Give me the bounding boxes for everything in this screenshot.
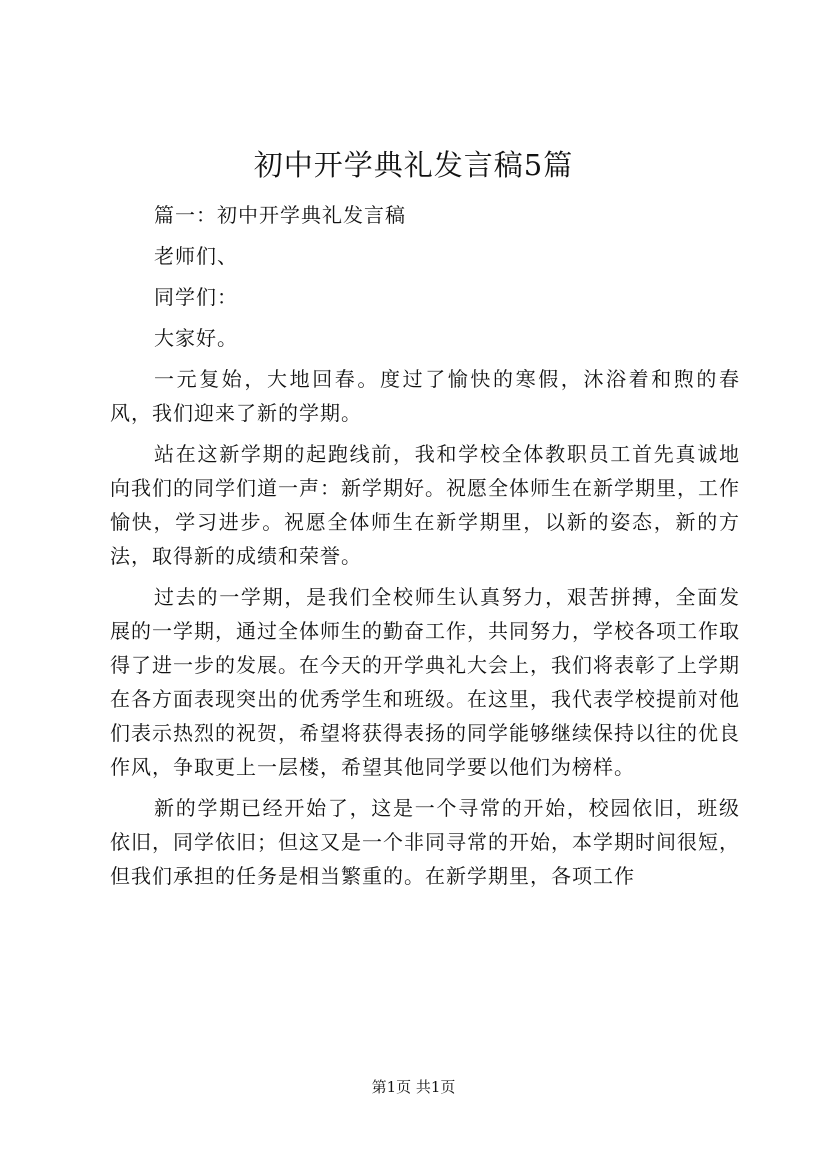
- page-number-footer: 第1页 共1页: [371, 1078, 456, 1096]
- section-heading: 篇一：初中开学典礼发言稿: [154, 203, 406, 227]
- paragraph: 一元复始，大地回春。度过了愉快的寒假，沐浴着和煦的春风，我们迎来了新的学期。: [110, 367, 740, 425]
- paragraph: 过去的一学期，是我们全校师生认真努力，艰苦拼搏，全面发展的一学期，通过全体师生的勤奋工作，共同努力，学校各项工作取得了进一步的发展。在今天的开学典礼大会上，我们将表彰了上学期在各方面表现突出的优秀学生和班级。在这里，我代表学校提前对他们表示热烈的祝贺，希望将获得表扬的同学能够继续保持以往的优良作风，争取更上一层楼，希望其他同学要以他们为榜样。: [110, 585, 740, 779]
- paragraph-greeting: 大家好。: [154, 326, 238, 350]
- paragraph: 新的学期已经开始了，这是一个寻常的开始，校园依旧，班级依旧，同学依旧；但这又是一个非同寻常的开始，本学期时间很短，但我们承担的任务是相当繁重的。在新学期里，各项工作: [110, 796, 740, 888]
- paragraph-salutation-students: 同学们：: [154, 285, 238, 309]
- document-body: [110, 198, 740, 900]
- paragraph: 站在这新学期的起跑线前，我和学校全体教职员工首先真诚地向我们的同学们道一声：新学期好。祝愿全体师生在新学期里，工作愉快，学习进步。祝愿全体师生在新学期里，以新的姿态，新的方法，取得新的成绩和荣誉。: [110, 442, 740, 568]
- paragraph-salutation-teachers: 老师们、: [154, 244, 238, 268]
- document-title: 初中开学典礼发言稿5篇: [253, 148, 574, 182]
